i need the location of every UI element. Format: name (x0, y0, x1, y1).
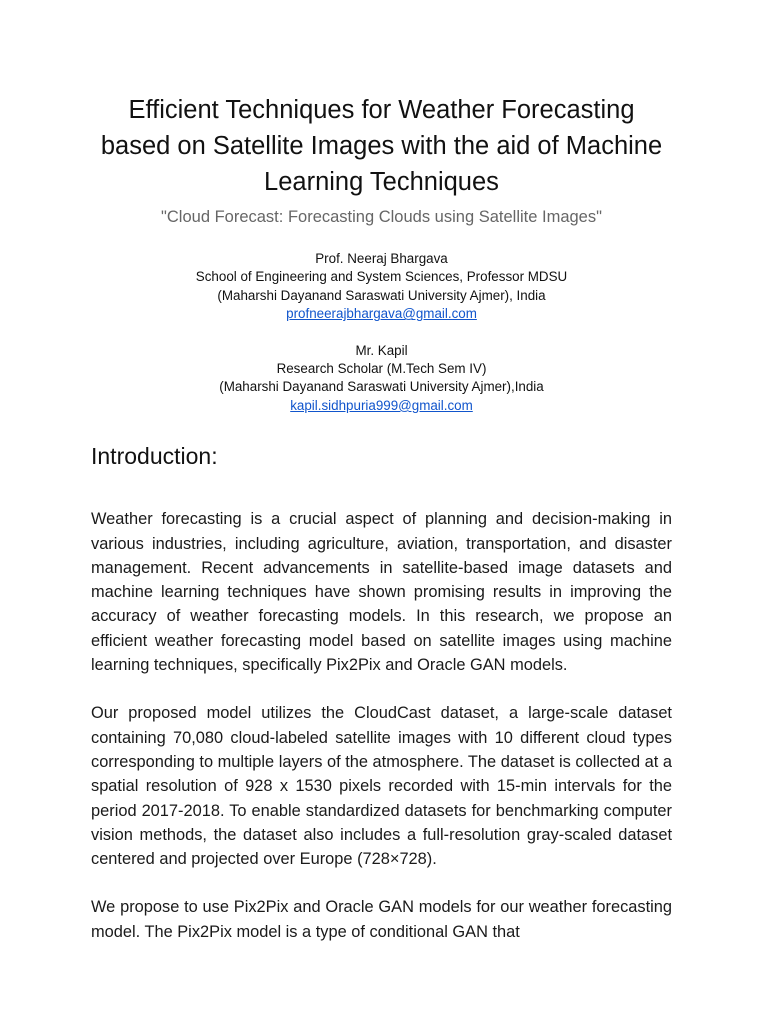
author-name: Mr. Kapil (355, 342, 408, 358)
body-paragraph: Weather forecasting is a crucial aspect of planning and decision-making in various industries, including agriculture, aviation, transportation, and disaster management. Recent advancements in satellite-based image datasets and machine learning techniques have shown promising results in improving the accuracy of weather forecasting models. In this research, we propose an efficient weather forecasting model based on satellite images using machine learning techniques, specifically Pix2Pix and Oracle GAN models. (91, 510, 672, 675)
author-block-2 (91, 342, 672, 416)
author-email-link[interactable]: kapil.sidhpuria999@gmail.com (290, 397, 473, 413)
author-email-link[interactable]: profneerajbhargava@gmail.com (286, 306, 477, 322)
author-affiliation: School of Engineering and System Sciences, Professor MDSU (195, 269, 568, 285)
author-affiliation: Research Scholar (M.Tech Sem IV) (276, 361, 487, 377)
author-university: (Maharshi Dayanand Saraswati University Ajmer),India (219, 379, 544, 395)
section-heading-introduction: Introduction: (91, 443, 218, 470)
author-name: Prof. Neeraj Bhargava (315, 251, 448, 266)
paper-title: Efficient Techniques for Weather Forecasting based on Satellite Images with the aid of Machine Learning Techniques (100, 96, 663, 196)
body-paragraph: Our proposed model utilizes the CloudCast dataset, a large-scale dataset containing 70,080 cloud-labeled satellite images with 10 different cloud types corresponding to multiple layers of the atmosphere. The dataset is collected at a spatial resolution of 928 x 1530 pixels recorded with 15-min intervals for the period 2017-2018. To enable standardized datasets for benchmarking computer vision methods, the dataset also includes a full-resolution gray-scaled dataset centered and projected over Europe (728×728). (91, 704, 672, 869)
author-university: (Maharshi Dayanand Saraswati University Ajmer), India (217, 287, 546, 303)
body-paragraph: We propose to use Pix2Pix and Oracle GAN models for our weather forecasting model. The Pix2Pix model is a type of conditional GAN that (91, 898, 672, 941)
author-block-1 (91, 250, 672, 324)
paper-subtitle: "Cloud Forecast: Forecasting Clouds using Satellite Images" (161, 208, 602, 226)
